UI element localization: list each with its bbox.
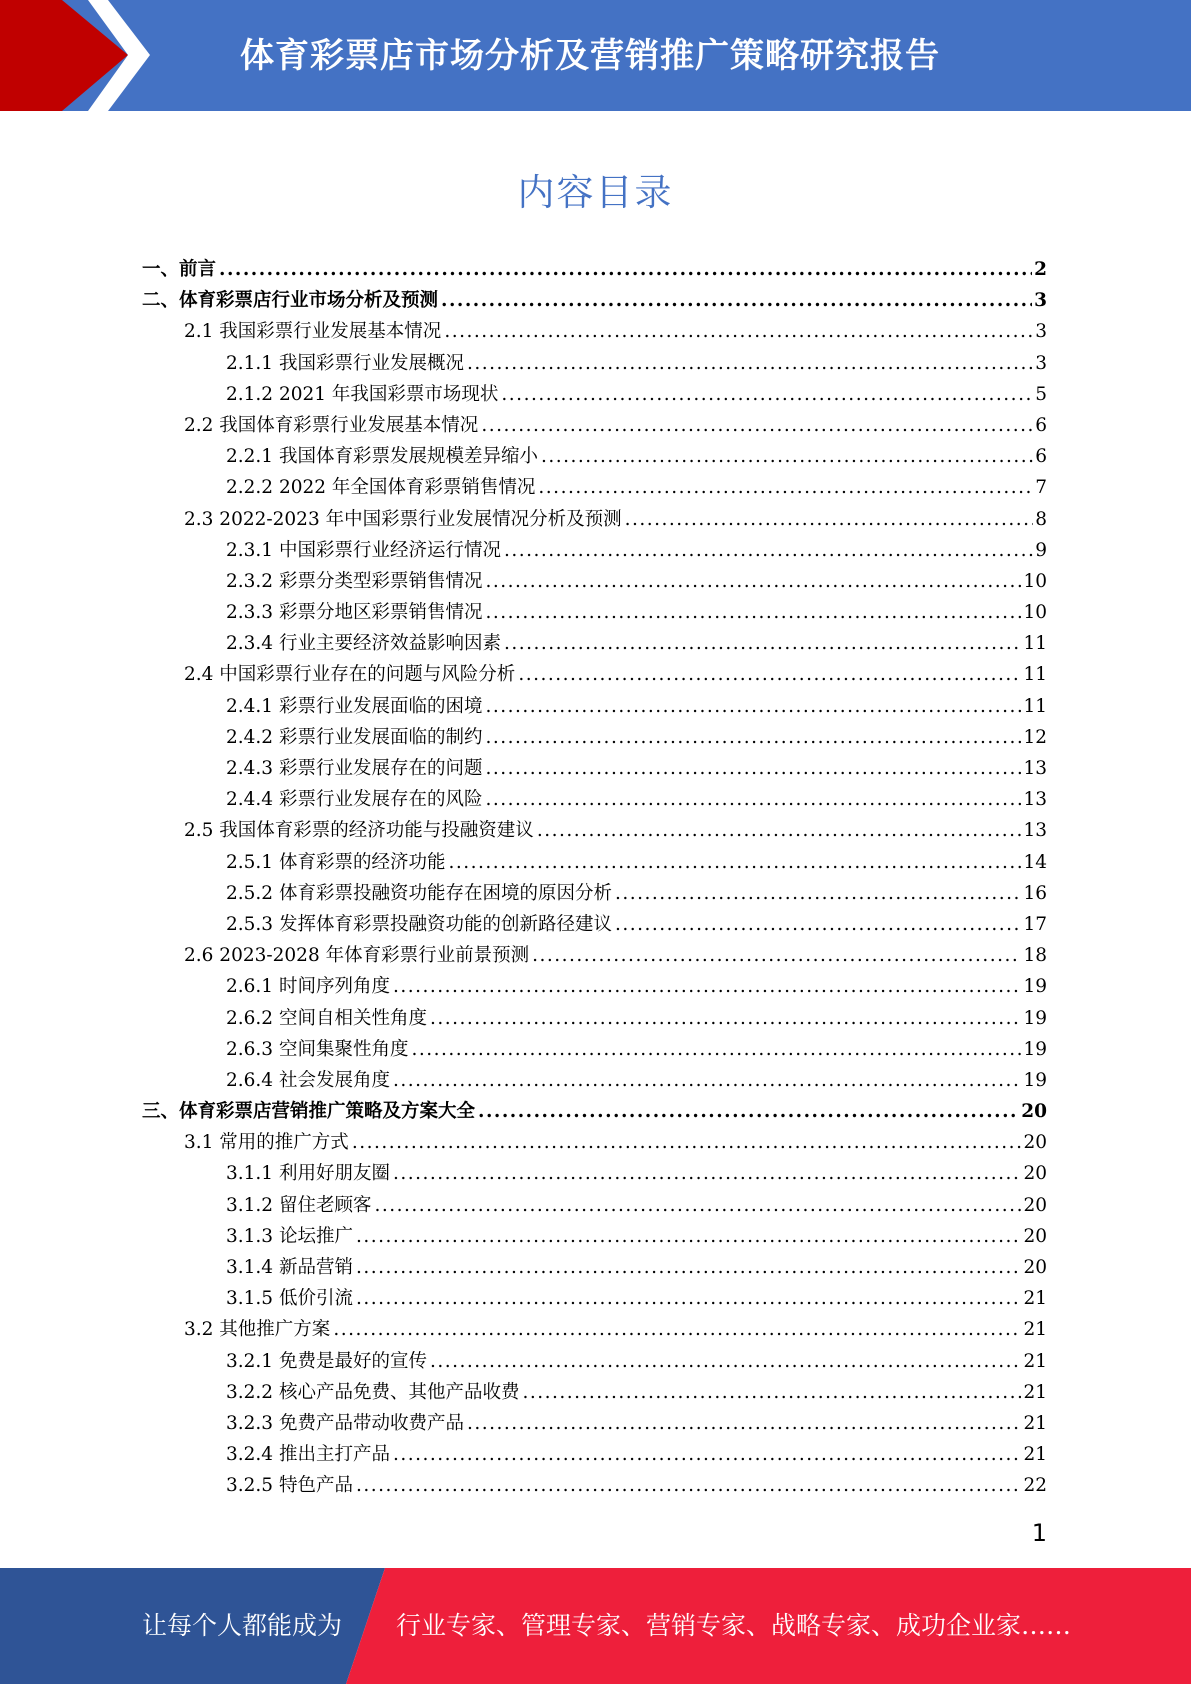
toc-entry[interactable] (0, 847, 1191, 878)
toc-entry-page: 3 (1035, 321, 1047, 343)
toc-entry-label: 3.1.4 新品营销 (226, 1257, 353, 1278)
toc-entry[interactable] (0, 285, 1191, 316)
toc-dot-leader (393, 1158, 1021, 1189)
toc-entry-page: 20 (1023, 1163, 1047, 1185)
toc-entry[interactable] (0, 909, 1191, 940)
table-of-contents (0, 254, 1191, 1502)
toc-entry-page: 12 (1023, 726, 1047, 748)
toc-entry-page: 20 (1023, 1194, 1047, 1216)
toc-entry-page: 13 (1023, 758, 1047, 779)
toc-entry-page: 21 (1023, 1288, 1047, 1310)
toc-entry[interactable] (0, 1127, 1191, 1158)
toc-entry-label: 3.2.5 特色产品 (226, 1475, 353, 1497)
toc-entry[interactable] (0, 348, 1191, 379)
toc-entry-label: 3.2.4 推出主打产品 (226, 1444, 390, 1466)
toc-entry-page: 5 (1035, 383, 1047, 405)
toc-dot-leader (441, 285, 1032, 316)
toc-entry-label: 一、前言 (142, 259, 217, 280)
toc-entry-label: 2.4.1 彩票行业发展面临的困境 (226, 695, 483, 717)
toc-entry-page: 13 (1023, 789, 1047, 811)
toc-entry-label: 2.4.4 彩票行业发展存在的风险 (226, 789, 483, 811)
toc-entry-label: 2.3 2022-2023 年中国彩票行业发展情况分析及预测 (184, 508, 622, 530)
toc-entry-label: 2.3.3 彩票分地区彩票销售情况 (226, 602, 483, 624)
toc-dot-leader (481, 410, 1033, 441)
toc-entry-label: 2.5.2 体育彩票投融资功能存在困境的原因分析 (226, 882, 612, 904)
toc-dot-leader (444, 316, 1033, 347)
toc-entry[interactable] (0, 1158, 1191, 1189)
toc-entry-label: 2.3.4 行业主要经济效益影响因素 (226, 633, 501, 655)
toc-entry-page: 6 (1035, 446, 1047, 468)
toc-entry-page: 19 (1023, 976, 1047, 998)
toc-entry-page: 18 (1023, 945, 1047, 967)
header-banner (0, 0, 1191, 111)
toc-entry-page: 2 (1034, 259, 1047, 280)
toc-entry[interactable] (0, 410, 1191, 441)
toc-entry[interactable] (0, 784, 1191, 815)
toc-dot-leader (501, 379, 1033, 410)
report-title: 体育彩票店市场分析及营销推广策略研究报告 (240, 36, 940, 76)
toc-entry[interactable] (0, 1190, 1191, 1221)
toc-dot-leader (537, 815, 1022, 846)
toc-dot-leader (485, 566, 1021, 597)
toc-entry-label: 2.6.2 空间自相关性角度 (226, 1007, 427, 1029)
toc-entry-page: 21 (1023, 1319, 1047, 1341)
toc-entry[interactable] (0, 691, 1191, 722)
toc-entry-page: 20 (1023, 1257, 1047, 1278)
toc-entry-label: 3.1.1 利用好朋友圈 (226, 1163, 390, 1185)
toc-entry-label: 2.5.1 体育彩票的经济功能 (226, 851, 446, 873)
toc-entry[interactable] (0, 1221, 1191, 1252)
toc-entry-label: 3.1.3 论坛推广 (226, 1225, 353, 1247)
toc-entry[interactable] (0, 971, 1191, 1002)
toc-dot-leader (393, 1439, 1021, 1470)
toc-dot-leader (485, 691, 1021, 722)
toc-dot-leader (448, 847, 1021, 878)
toc-dot-leader (430, 1003, 1021, 1034)
toc-entry[interactable] (0, 504, 1191, 535)
toc-entry-page: 19 (1023, 1038, 1047, 1060)
toc-entry-page: 6 (1035, 414, 1047, 436)
toc-entry[interactable] (0, 628, 1191, 659)
toc-entry-label: 2.4 中国彩票行业存在的问题与风险分析 (184, 664, 516, 686)
toc-dot-leader (518, 659, 1021, 690)
toc-dot-leader (485, 597, 1021, 628)
toc-dot-leader (541, 441, 1033, 472)
toc-entry-page: 11 (1023, 633, 1047, 655)
toc-entry-page: 21 (1023, 1444, 1047, 1466)
toc-entry-label: 三、体育彩票店营销推广策略及方案大全 (142, 1101, 476, 1123)
toc-entry-page: 21 (1023, 1350, 1047, 1372)
toc-dot-leader (538, 472, 1033, 503)
toc-dot-leader (393, 971, 1021, 1002)
toc-entry-page: 8 (1035, 508, 1047, 530)
toc-entry-label: 2.4.3 彩票行业发展存在的问题 (226, 758, 483, 779)
toc-entry-page: 13 (1023, 820, 1047, 842)
toc-dot-leader (411, 1034, 1021, 1065)
page-number: 1 (1031, 1519, 1047, 1547)
toc-entry[interactable] (0, 379, 1191, 410)
toc-entry-label: 2.5 我国体育彩票的经济功能与投融资建议 (184, 820, 534, 842)
toc-entry-label: 2.6.4 社会发展角度 (226, 1069, 390, 1091)
footer-slogan-right: 行业专家、管理专家、营销专家、战略专家、成功企业家…… (396, 1611, 1072, 1640)
toc-dot-leader (615, 909, 1021, 940)
toc-entry[interactable] (0, 254, 1191, 285)
toc-entry[interactable] (0, 940, 1191, 971)
toc-entry[interactable] (0, 535, 1191, 566)
footer-banner (0, 1568, 1191, 1684)
toc-entry-label: 2.1 我国彩票行业发展基本情况 (184, 321, 442, 343)
toc-entry-page: 16 (1023, 882, 1047, 904)
toc-dot-leader (504, 535, 1033, 566)
toc-entry[interactable] (0, 316, 1191, 347)
toc-entry-label: 2.6.3 空间集聚性角度 (226, 1038, 409, 1060)
toc-entry[interactable] (0, 1283, 1191, 1314)
toc-entry-label: 3.2.1 免费是最好的宣传 (226, 1350, 427, 1372)
toc-entry-page: 7 (1035, 477, 1047, 499)
toc-heading: 内容目录 (517, 171, 674, 214)
toc-entry-page: 20 (1023, 1225, 1047, 1247)
toc-entry-page: 20 (1021, 1101, 1047, 1123)
toc-entry-label: 2.1.2 2021 年我国彩票市场现状 (226, 383, 499, 405)
toc-entry[interactable] (0, 1470, 1191, 1501)
toc-entry[interactable] (0, 1377, 1191, 1408)
toc-entry[interactable] (0, 1003, 1191, 1034)
toc-entry-label: 2.2 我国体育彩票行业发展基本情况 (184, 414, 479, 436)
toc-entry-label: 3.1.2 留住老顾客 (226, 1194, 372, 1216)
toc-dot-leader (478, 1096, 1019, 1127)
toc-entry-page: 19 (1023, 1069, 1047, 1091)
toc-dot-leader (485, 784, 1021, 815)
toc-entry-page: 21 (1023, 1381, 1047, 1403)
toc-dot-leader (485, 753, 1021, 784)
toc-entry-label: 2.6 2023-2028 年体育彩票行业前景预测 (184, 945, 530, 967)
toc-dot-leader (393, 1065, 1021, 1096)
toc-dot-leader (430, 1346, 1021, 1377)
toc-entry-page: 3 (1034, 290, 1047, 312)
toc-entry-label: 2.3.1 中国彩票行业经济运行情况 (226, 539, 501, 561)
toc-dot-leader (504, 628, 1021, 659)
toc-entry[interactable] (0, 659, 1191, 690)
toc-dot-leader (356, 1470, 1022, 1501)
toc-entry[interactable] (0, 753, 1191, 784)
toc-entry[interactable] (0, 1408, 1191, 1439)
toc-entry-page: 11 (1023, 664, 1047, 686)
toc-entry-label: 二、体育彩票店行业市场分析及预测 (142, 290, 439, 312)
toc-entry-page: 10 (1023, 602, 1047, 624)
toc-dot-leader (467, 348, 1033, 379)
toc-dot-leader (532, 940, 1021, 971)
toc-entry-label: 2.6.1 时间序列角度 (226, 976, 390, 998)
toc-entry-label: 3.2.3 免费产品带动收费产品 (226, 1412, 464, 1434)
toc-entry[interactable] (0, 1065, 1191, 1096)
toc-entry-page: 19 (1023, 1007, 1047, 1029)
toc-dot-leader (356, 1252, 1022, 1283)
toc-entry-label: 3.2.2 核心产品免费、其他产品收费 (226, 1381, 520, 1403)
toc-entry-page: 10 (1023, 570, 1047, 592)
toc-entry-label: 2.4.2 彩票行业发展面临的制约 (226, 726, 483, 748)
toc-entry[interactable] (0, 1034, 1191, 1065)
toc-entry-page: 11 (1023, 695, 1047, 717)
toc-entry[interactable] (0, 566, 1191, 597)
toc-entry-label: 2.5.3 发挥体育彩票投融资功能的创新路径建议 (226, 913, 612, 935)
toc-dot-leader (522, 1377, 1021, 1408)
toc-entry-label: 2.3.2 彩票分类型彩票销售情况 (226, 570, 483, 592)
toc-entry-label: 2.1.1 我国彩票行业发展概况 (226, 352, 464, 374)
toc-dot-leader (356, 1221, 1022, 1252)
toc-entry-page: 9 (1035, 539, 1047, 561)
toc-entry[interactable] (0, 722, 1191, 753)
toc-dot-leader (352, 1127, 1022, 1158)
toc-entry-page: 20 (1023, 1132, 1047, 1154)
toc-entry[interactable] (0, 1314, 1191, 1345)
toc-entry-label: 2.2.2 2022 年全国体育彩票销售情况 (226, 477, 536, 499)
toc-dot-leader (333, 1314, 1021, 1345)
toc-entry-page: 14 (1023, 851, 1047, 873)
toc-dot-leader (374, 1190, 1021, 1221)
toc-dot-leader (356, 1283, 1022, 1314)
toc-entry[interactable] (0, 815, 1191, 846)
toc-entry[interactable] (0, 597, 1191, 628)
toc-entry-page: 3 (1035, 352, 1047, 374)
toc-entry-page: 17 (1023, 913, 1047, 935)
toc-entry[interactable] (0, 1439, 1191, 1470)
toc-entry-label: 3.1 常用的推广方式 (184, 1132, 349, 1154)
toc-entry[interactable] (0, 1346, 1191, 1377)
toc-dot-leader (219, 254, 1032, 285)
toc-dot-leader (615, 878, 1021, 909)
toc-entry-label: 2.2.1 我国体育彩票发展规模差异缩小 (226, 446, 538, 468)
toc-entry[interactable] (0, 441, 1191, 472)
toc-entry-label: 3.1.5 低价引流 (226, 1288, 353, 1310)
toc-entry[interactable] (0, 878, 1191, 909)
toc-dot-leader (467, 1408, 1021, 1439)
toc-entry[interactable] (0, 1096, 1191, 1127)
toc-entry-page: 22 (1023, 1475, 1047, 1497)
toc-entry[interactable] (0, 1252, 1191, 1283)
toc-entry-page: 21 (1023, 1412, 1047, 1434)
toc-entry[interactable] (0, 472, 1191, 503)
toc-dot-leader (625, 504, 1034, 535)
toc-dot-leader (485, 722, 1021, 753)
toc-entry-label: 3.2 其他推广方案 (184, 1319, 331, 1341)
footer-slogan-left: 让每个人都能成为 (142, 1611, 343, 1640)
